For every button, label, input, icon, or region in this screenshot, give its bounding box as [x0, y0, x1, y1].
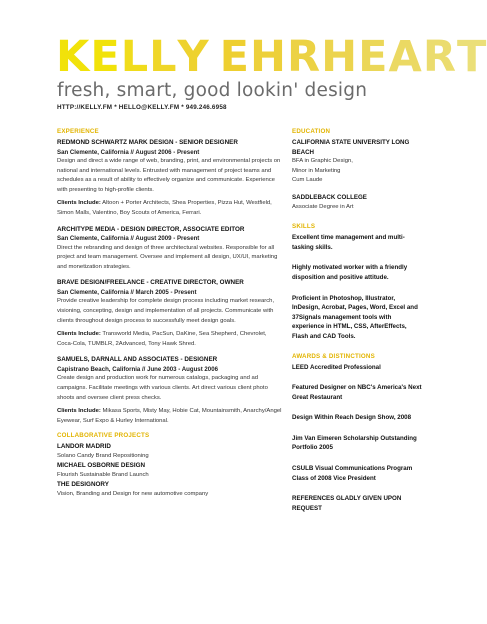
project-description: Solano Candy Brand Repositioning — [57, 452, 149, 459]
name-letter: L — [149, 32, 178, 82]
skill-item: Highly motivated worker with a friendly disposition and positive attitude. — [292, 264, 408, 281]
clients-label: Clients Include: — [57, 200, 101, 207]
experience-heading: EXPERIENCE — [57, 128, 99, 135]
school-name: CALIFORNIA STATE UNIVERSITY LONG BEACH — [292, 139, 410, 156]
job-entry — [57, 138, 282, 219]
name-letter: Y — [177, 32, 210, 82]
clients-list: Mikasa Sports, Misty May, Hobie Cat, Mountainsmith, Anarchy/Angel Eyewear, Surf Expo & Hurley International. — [57, 408, 282, 424]
name-letter — [210, 34, 220, 80]
job-description: Design and direct a wide range of web, branding, print, and environmental projects on national and international levels. Entrusted with management of project teams and schedules as a result of ability to effectively organize and communicate. Experience with presenting to high-profile clients. — [57, 158, 281, 193]
job-location-dates: Capistrano Beach, California // June 2003 - August 2006 — [57, 365, 218, 373]
clients-list: Altoon + Porter Architects, Shea Properties, Pizza Hut, Westfield, Simon Malls, Valentino, Boy Scouts of America, Ferrari. — [57, 200, 272, 216]
job-clients — [57, 330, 282, 349]
skills-heading: SKILLS — [292, 223, 316, 231]
award-item: Design Within Reach Design Show, 2008 — [292, 414, 412, 422]
name-letter: R — [422, 32, 457, 82]
job-description: Provide creative leadership for complete design process including market research, visioning, concepting, design and implementation of all projects. Communicate with clients throughout design process to successfully meet design goals. — [57, 298, 275, 324]
job-description: Direct the rebranding and design of three architectural websites. Responsible for all project and team management. Oversee and implement all design, UX/UI, marketing and monetization strategies. — [57, 244, 278, 270]
job-title: REDMOND SCHWARTZ MARK DESIGN - SENIOR DESIGNER — [57, 139, 238, 146]
job-entry — [57, 225, 282, 273]
degree-line: BFA in Graphic Design, — [292, 158, 353, 165]
job-title: SAMUELS, DARNALL AND ASSOCIATES - DESIGNER — [57, 356, 218, 364]
award-item: Featured Designer on NBC's America's Next Great Restaurant — [292, 384, 422, 401]
job-location-dates: San Clemente, California // August 2006 - Present — [57, 148, 200, 156]
skill-item: Proficient in Photoshop, Illustrator, InDesign, Acrobat, Pages, Word, Excel and 37Signals management tools with experience in HTML, CSS, AfterEffects, Flash and CAD Tools. — [292, 294, 418, 340]
tagline: fresh, smart, good lookin' design — [57, 80, 368, 101]
right-column — [292, 128, 422, 513]
job-location-dates: San Clemente, California // March 2005 - Present — [57, 288, 197, 296]
skill-item: Excellent time management and multi-tasking skills. — [292, 234, 405, 251]
project-client: MICHAEL OSBORNE DESIGN — [57, 462, 146, 470]
job-entry — [57, 278, 282, 349]
name-letter: H — [250, 32, 288, 82]
name-letter: R — [287, 32, 322, 82]
name-letter: E — [219, 32, 251, 82]
award-item: CSULB Visual Communications Program Class of 2008 Vice President — [292, 465, 413, 482]
award-item: LEED Accredited Professional — [292, 363, 381, 371]
clients-label: Clients Include: — [57, 408, 101, 415]
job-title: BRAVE DESIGN/FREELANCE - CREATIVE DIRECTOR, OWNER — [57, 279, 244, 287]
clients-label: Clients Include: — [57, 331, 101, 338]
job-description: Create design and production work for numerous catalogs, packaging and ad campaigns. Facilitate meetings with various clients. Art direct various client photo shoots and oversee client press checks. — [57, 375, 268, 401]
awards-heading: AWARDS & DISTINCTIONS — [292, 352, 375, 360]
job-clients — [57, 407, 282, 426]
project-client: LANDOR MADRID — [57, 443, 111, 451]
project-description: Flourish Sustainable Brand Launch — [57, 471, 149, 478]
name-letter: H — [321, 32, 359, 82]
degree-line: Associate Degree in Art — [292, 203, 354, 210]
name-letter: T — [456, 32, 487, 82]
contact-line: HTTP://KELLY.FM * HELLO@KELLY.FM * 949.246.6958 — [57, 104, 227, 111]
job-location-dates: San Clemente, California // August 2009 - Present — [57, 235, 200, 243]
school-name: SADDLEBACK COLLEGE — [292, 193, 367, 201]
job-entry — [57, 355, 282, 426]
references-note: REFERENCES GLADLY GIVEN UPON REQUEST — [292, 495, 402, 512]
collaborative-heading: COLLABORATIVE PROJECTS — [57, 432, 150, 440]
clients-list: Transworld Media, PacSun, DaKine, Sea Shepherd, Chevrolet, Coca-Cola, TUMBLR, 2Advanced, Tony Hawk Shred. — [57, 331, 267, 347]
name-letter: E — [358, 32, 389, 82]
left-column — [57, 128, 282, 500]
project-client: THE DESIGNORY — [57, 481, 109, 489]
name-letter: A — [388, 32, 423, 82]
education-heading: EDUCATION — [292, 128, 331, 135]
degree-line: Minor in Marketing — [292, 167, 341, 174]
job-title: ARCHITYPE MEDIA - DESIGN DIRECTOR, ASSOCIATE EDITOR — [57, 225, 245, 233]
job-clients — [57, 199, 282, 218]
degree-line: Cum Laude — [292, 177, 323, 184]
name-letter: K — [56, 32, 91, 82]
award-item: Jim Van Eimeren Scholarship Outstanding Portfolio 2005 — [292, 434, 417, 452]
project-description: Vision, Branding and Design for new automotive company — [57, 490, 209, 497]
name-letter: L — [120, 32, 150, 82]
name-letter: E — [90, 32, 121, 82]
candidate-name — [56, 32, 487, 82]
